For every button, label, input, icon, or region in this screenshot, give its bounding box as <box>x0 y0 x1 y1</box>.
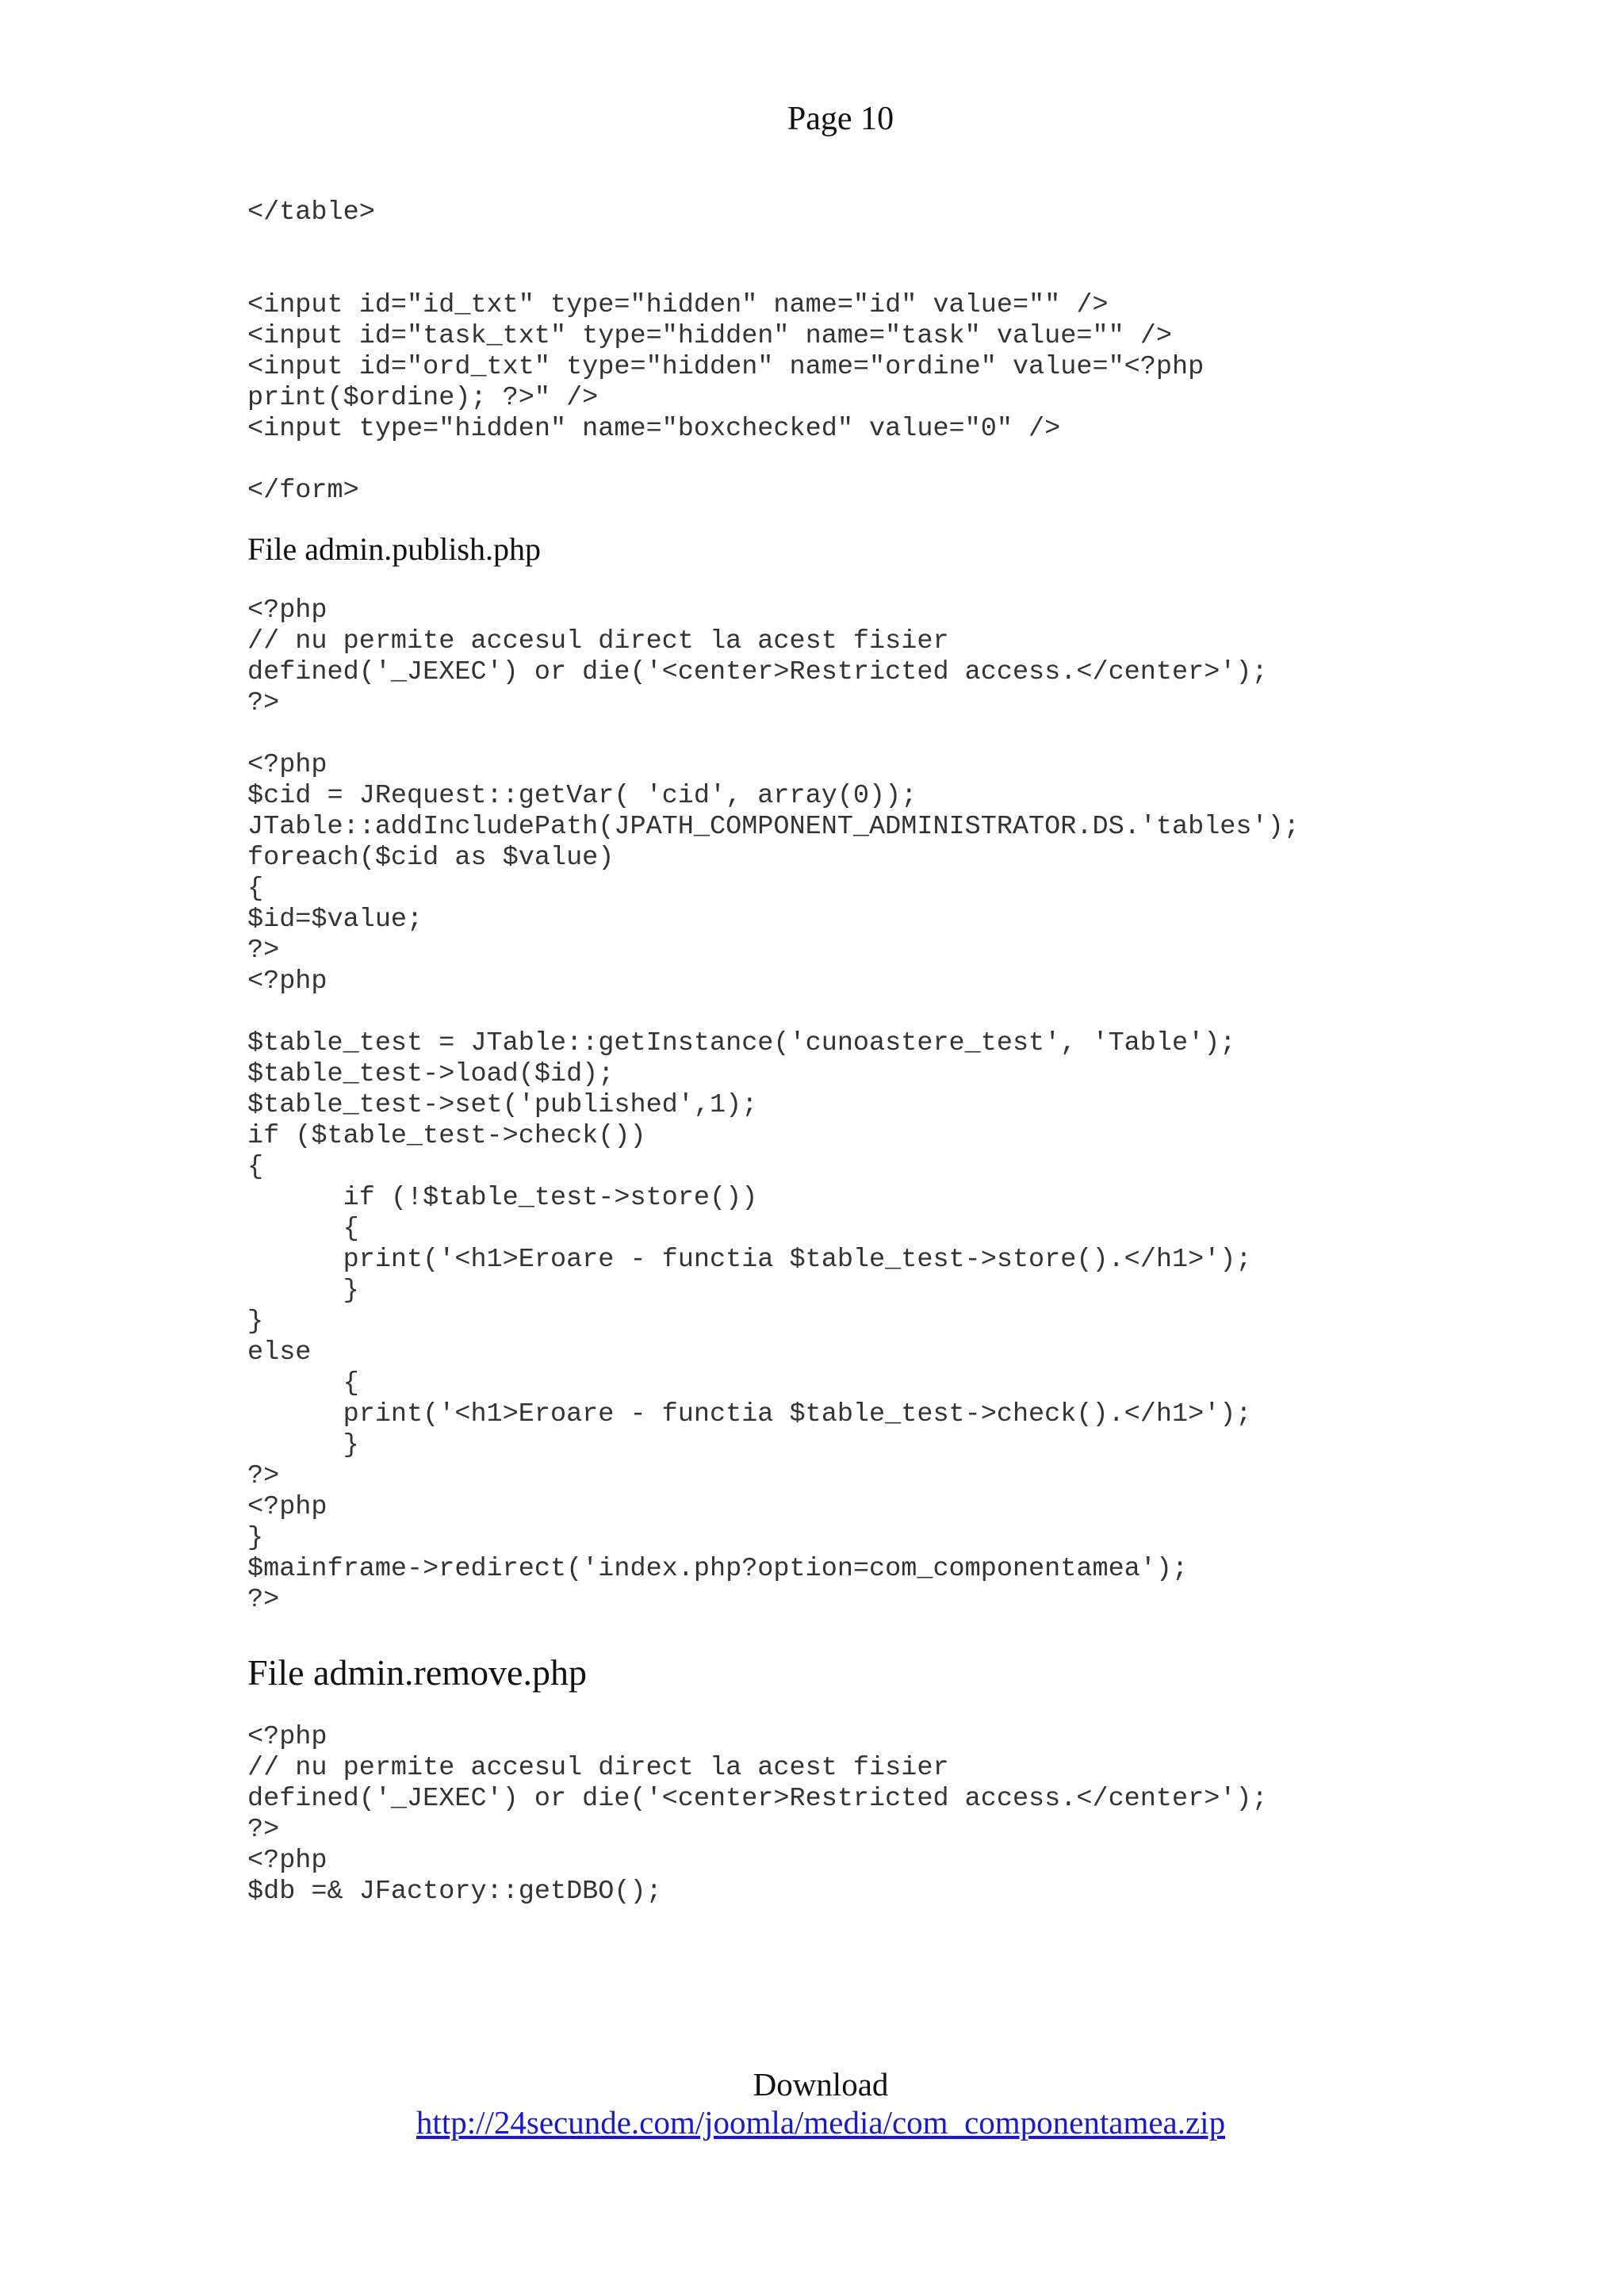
page-footer <box>0 2065 1624 2141</box>
download-link[interactable]: http://24secunde.com/joomla/media/com_componentamea.zip <box>416 2104 1226 2141</box>
download-label: Download <box>753 2066 889 2103</box>
page-header: Page 10 <box>787 101 894 137</box>
section-heading-publish: File admin.publish.php <box>247 531 541 567</box>
code-block-publish: <?php // nu permite accesul direct la acest fisier defined('_JEXEC') or die('<center>Restricted access.</center>'); ?> <?php $cid = JRequest::getVar( 'cid', array(0)); JTable::addIncludePath(JPATH_COMPONENT_ADMINISTRATOR.DS.'tables'); foreach($cid as $value) { $id=$value; ?> <?php $table_test = JTable::getInstance('cunoastere_test', 'Table'); $table_test->load($id); $table_test->set('published',1); if ($table_test->check()) { if (!$table_test->store()) { print('<h1>Eroare - functia $table_test->store().</h1>'); } } else { print('<h1>Eroare - functia $table_test->check().</h1>'); } ?> <?php } $mainframe->redirect('index.php?option=com_componentamea'); ?> <box>247 595 1300 1615</box>
section-heading-remove: File admin.remove.php <box>247 1652 587 1693</box>
page-content <box>247 197 1516 1908</box>
code-block-form-end: </table> <input id="id_txt" type="hidden" name="id" value="" /> <input id="task_txt" type="hidden" name="task" value="" /> <input id="ord_txt" type="hidden" name="ordine" value="<?php print($ordine); ?>" /> <input type="hidden" name="boxchecked" value="0" /> </form> <box>247 197 1205 506</box>
code-block-remove: <?php // nu permite accesul direct la acest fisier defined('_JEXEC') or die('<center>Restricted access.</center>'); ?> <?php $db =& JFactory::getDBO(); <box>247 1722 1268 1907</box>
